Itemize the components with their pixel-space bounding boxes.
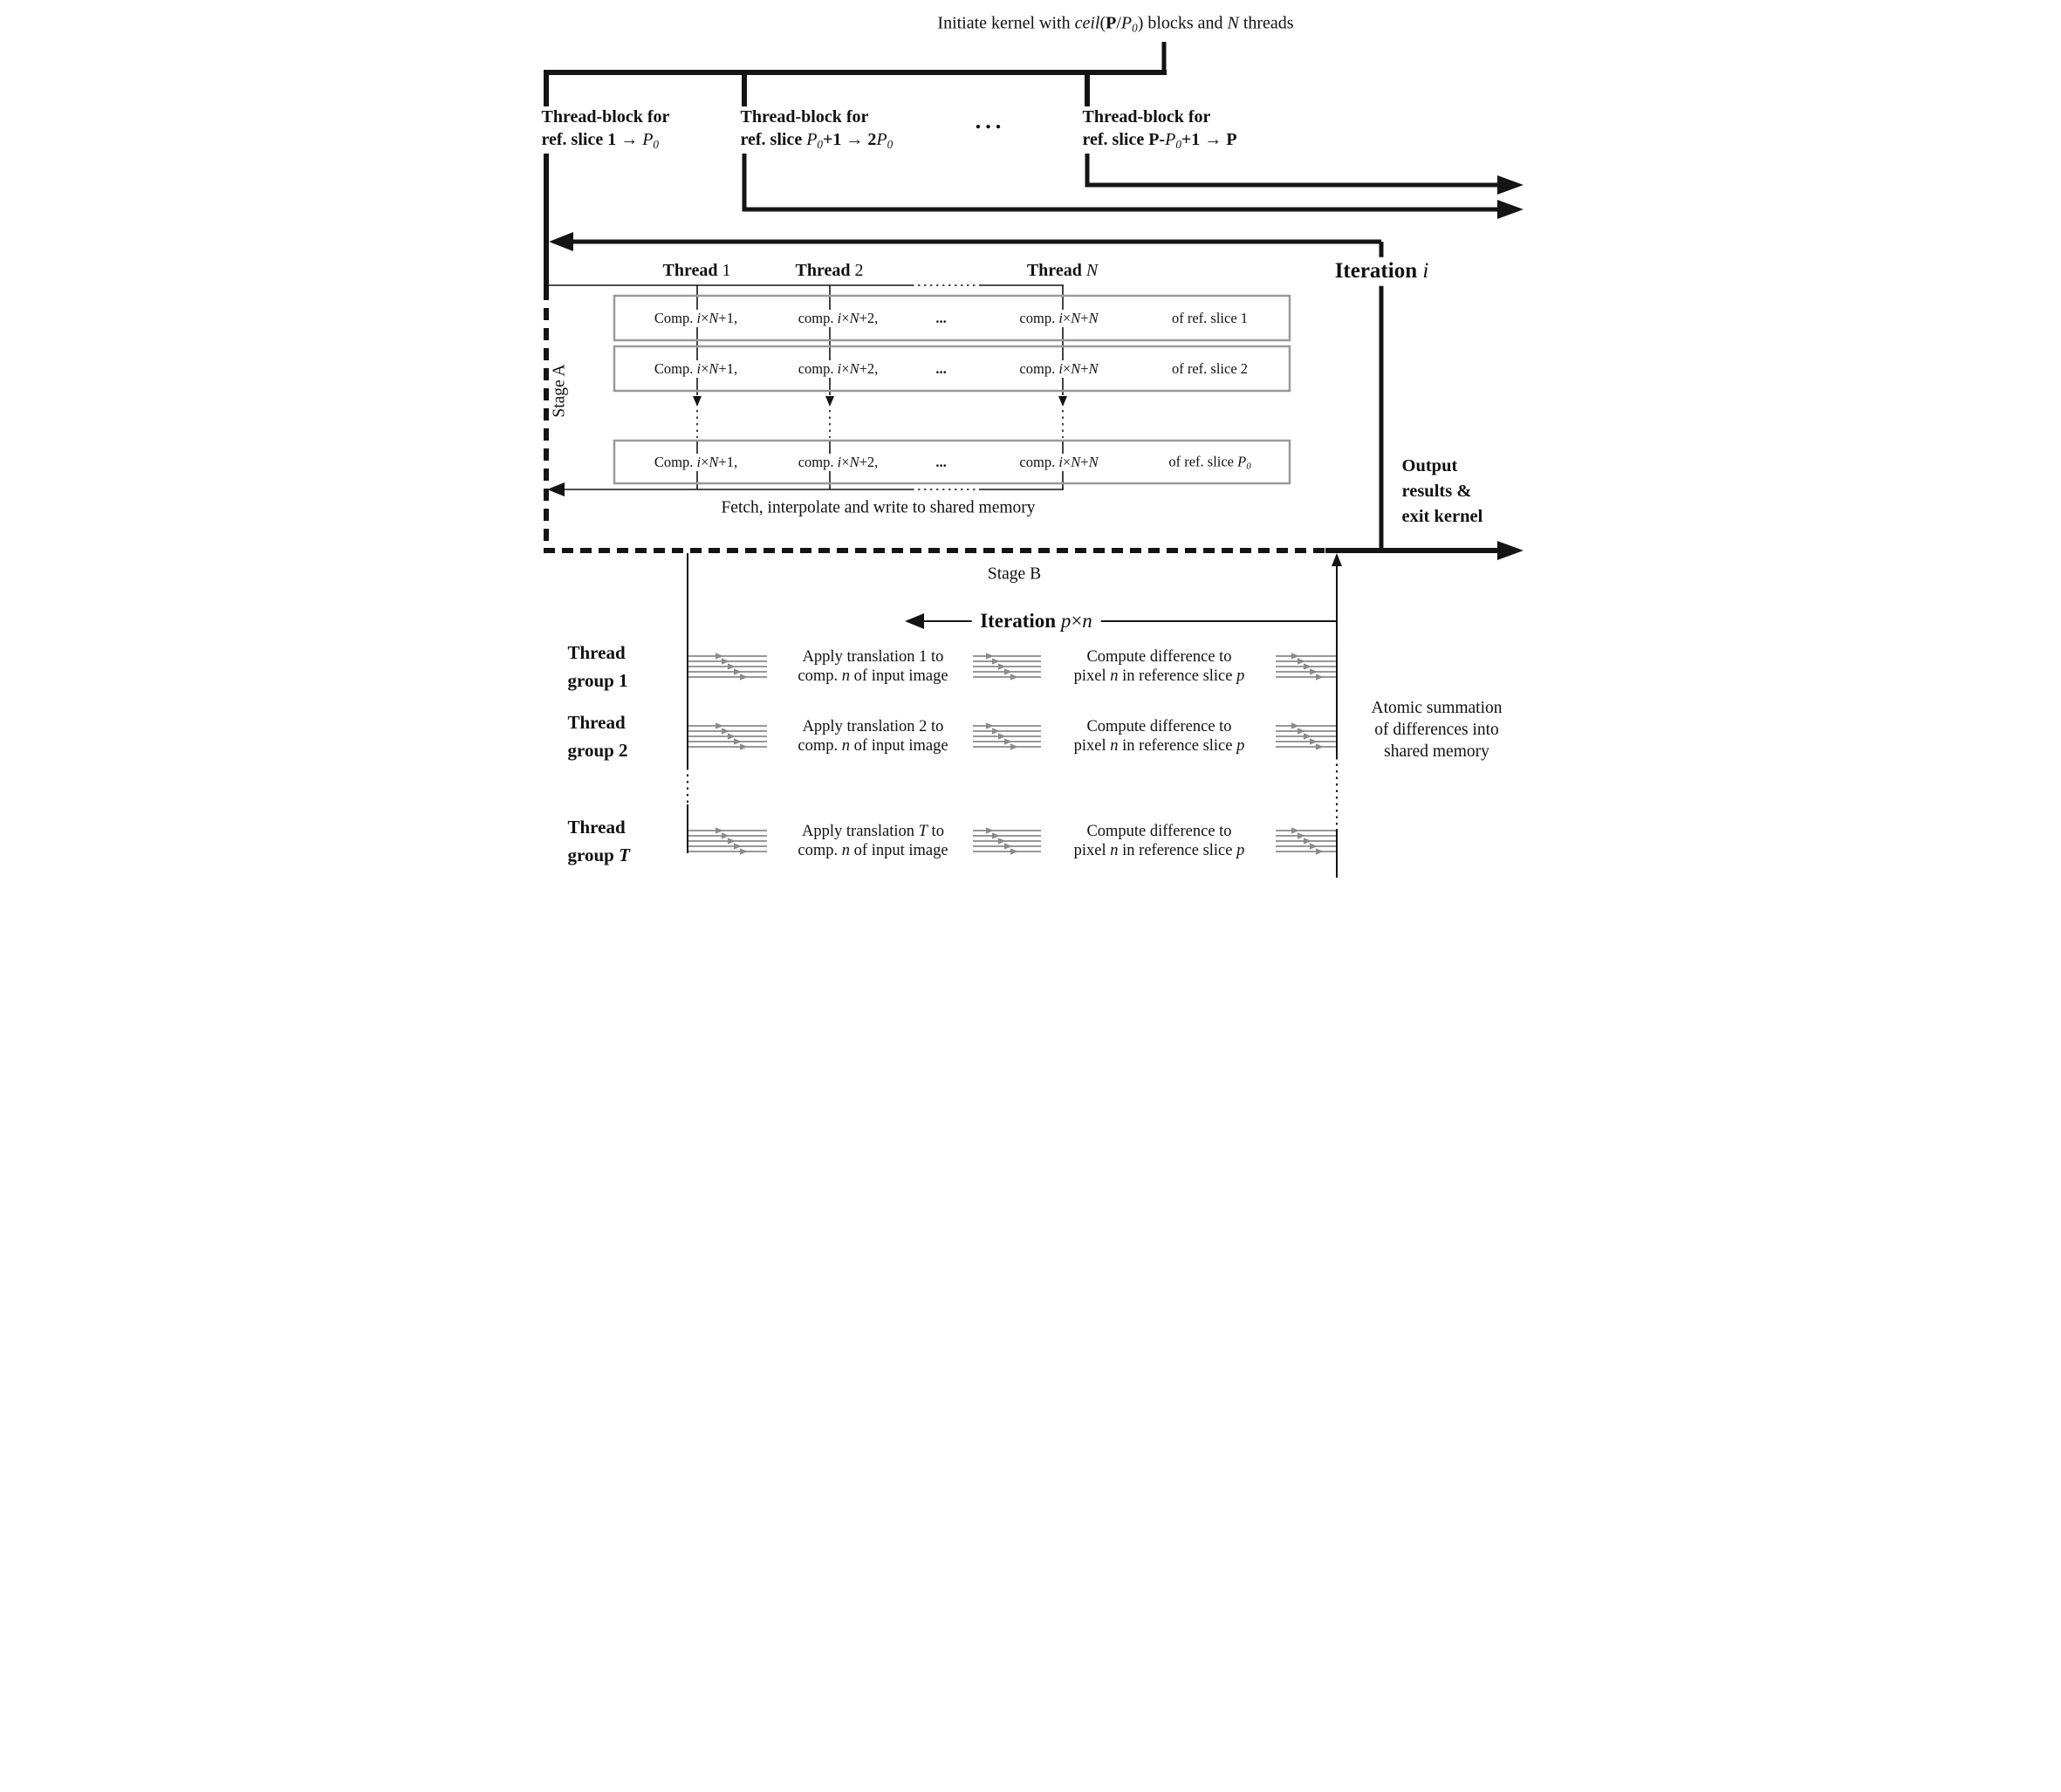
output-label-line1: Output (1401, 456, 1458, 475)
stage-b-label: Stage B (987, 564, 1042, 584)
thread-lane-arrow-icon (1004, 668, 1012, 674)
atomic-line2: of differences into (1374, 721, 1499, 739)
thread2-arrow-down-icon (825, 396, 834, 407)
group1-compute-line2: pixel n in reference slice p (1073, 667, 1245, 685)
thread-1-header: Thread 1 (662, 261, 731, 280)
thread-lane-arrow-icon (992, 728, 1000, 734)
output-label-line2: results & (1401, 482, 1472, 501)
atomic-summation-label (1371, 697, 1502, 763)
thread-lane-arrow-icon (1010, 743, 1018, 749)
slice1-cell-dots: ... (932, 310, 949, 327)
sliceP0-cell-comp1: Comp. i×N+1, (651, 454, 741, 471)
thread-lane-arrow-icon (722, 832, 729, 838)
thread-lane-arrow-icon (1316, 674, 1324, 680)
thread-lane-arrow-icon (728, 838, 736, 844)
thread-lane-arrow-icon (1298, 832, 1305, 838)
sliceP0-cell-comp2: comp. i×N+2, (795, 454, 882, 471)
stage-b-frame (544, 551, 1503, 878)
slice2-cell-comp1: Comp. i×N+1, (651, 360, 741, 378)
thread-lane-arrow-icon (1298, 728, 1305, 734)
group2-compute-line1: Compute difference to (1086, 718, 1232, 735)
output-arrow-right-icon (1497, 541, 1523, 560)
thread-block-1-line2: ref. slice 1 → P0 (541, 130, 660, 151)
thread-lane-arrow-icon (1310, 843, 1318, 849)
thread-block-3-line1: Thread-block for (1082, 107, 1211, 127)
thread-group-t-line1: Thread (567, 817, 626, 838)
thread-lane-arrow-icon (1304, 663, 1311, 669)
thread-lane-arrow-icon (716, 722, 723, 728)
group1-apply-text (794, 647, 951, 686)
thread-block-arms (744, 154, 1500, 209)
collector-arrow-up-icon (1332, 553, 1342, 566)
thread-lane-arrow-icon (1298, 658, 1305, 664)
block2-arrow-right-icon (1497, 200, 1523, 219)
kernel-flow-diagram (516, 0, 1546, 896)
slice2-cell-ref: of ref. slice 2 (1168, 360, 1251, 378)
thread-lane-arrow-icon (734, 843, 742, 849)
iteration-pn-arrow-left-icon (905, 613, 924, 629)
thread-lane-arrow-icon (1316, 848, 1324, 854)
groupT-apply-text (794, 822, 951, 860)
thread-lane-arrow-icon (728, 663, 736, 669)
groupT-compute-line1: Compute difference to (1086, 823, 1232, 840)
thread-group-2-line2: group 2 (567, 740, 628, 761)
thread-lane-arrow-icon (1316, 743, 1324, 749)
thread-lane-arrow-icon (986, 653, 994, 659)
thread-group-t-line2: group T (567, 845, 630, 865)
thread-block-2-line1: Thread-block for (740, 107, 869, 127)
thread-lane-arrow-icon (992, 832, 1000, 838)
iteration-i-arrow-left-icon (549, 232, 573, 251)
group1-apply-line2: comp. n of input image (798, 667, 948, 685)
thread-group-2-label (568, 708, 628, 764)
thread-lane-arrow-icon (1291, 653, 1299, 659)
thread-lane-arrow-icon (1010, 848, 1018, 854)
thread-lane-arrow-icon (740, 848, 748, 854)
group1-apply-line1: Apply translation 1 to (802, 648, 944, 666)
thread-lane-arrow-icon (986, 722, 994, 728)
thread-lane-arrow-icon (740, 743, 748, 749)
slice1-cell-compN: comp. i×N+N (1016, 310, 1101, 327)
thread-lane-arrow-icon (1004, 843, 1012, 849)
thread-lane-arrow-icon (1291, 827, 1299, 833)
fetch-label: Fetch, interpolate and write to shared memory (721, 498, 1036, 517)
thread-lane-arrow-icon (1310, 668, 1318, 674)
thread-lane-arrow-icon (728, 733, 736, 739)
groupT-apply-line2: comp. n of input image (798, 842, 948, 859)
slice1-cell-comp2: comp. i×N+2, (795, 310, 882, 327)
sliceP0-cell-dots: ... (932, 454, 949, 471)
group2-apply-line1: Apply translation 2 to (802, 718, 944, 735)
group1-compute-line1: Compute difference to (1086, 648, 1232, 666)
diagram-title: Initiate kernel with ceil(P/P0) blocks and N threads (937, 13, 1294, 35)
thread-group-1-line2: group 1 (567, 670, 628, 691)
thread-lane-arrow-icon (1004, 738, 1012, 744)
fetch-arrow-left-icon (547, 482, 565, 496)
output-label (1402, 454, 1483, 530)
thread-block-1-label (542, 106, 670, 156)
iteration-pn-label: Iteration p×n (971, 608, 1101, 634)
thread-group-1-line1: Thread (567, 642, 626, 663)
thread-lane-arrow-icon (734, 668, 742, 674)
thread-block-3-label (1083, 106, 1237, 156)
thread-lane-arrow-icon (716, 827, 723, 833)
thread-lane-arrow-icon (1310, 738, 1318, 744)
thread-lane-arrow-icon (986, 827, 994, 833)
thread-lane-arrow-icon (716, 653, 723, 659)
group2-compute-line2: pixel n in reference slice p (1073, 737, 1245, 755)
thread-lane-arrow-icon (722, 728, 729, 734)
iteration-i-label: Iteration i (1331, 257, 1434, 286)
thread1-arrow-down-icon (693, 396, 702, 407)
slice2-cell-compN: comp. i×N+N (1016, 360, 1101, 378)
thread-n-header: Thread N (1026, 261, 1099, 280)
slice1-cell-comp1: Comp. i×N+1, (651, 310, 741, 327)
thread-lane-arrow-icon (1304, 838, 1311, 844)
thread-lane-arrow-icon (998, 733, 1006, 739)
stage-a-label: Stage A (549, 364, 568, 418)
groupT-compute-line2: pixel n in reference slice p (1073, 842, 1245, 859)
thread-lane-arrow-icon (1304, 733, 1311, 739)
block3-arrow-right-icon (1497, 175, 1523, 195)
group1-compute-text (1071, 647, 1249, 686)
thread-lane-arrow-icon (1010, 674, 1018, 680)
thread-group-t-label (568, 813, 630, 869)
group2-apply-text (794, 717, 951, 756)
thread-lane-arrow-icon (992, 658, 1000, 664)
groupT-compute-text (1071, 822, 1249, 860)
thread-lane-arrow-icon (740, 674, 748, 680)
slice1-cell-ref: of ref. slice 1 (1168, 310, 1251, 327)
slice2-cell-dots: ... (932, 360, 949, 378)
atomic-line3: shared memory (1384, 742, 1489, 761)
groupT-apply-line1: Apply translation T to (802, 823, 944, 840)
group2-compute-text (1071, 717, 1249, 756)
output-label-line3: exit kernel (1401, 507, 1483, 526)
thread-lane-arrow-icon (734, 738, 742, 744)
slice2-cell-comp2: comp. i×N+2, (795, 360, 882, 378)
thread-group-1-label (568, 639, 628, 694)
thread-2-header: Thread 2 (795, 261, 864, 280)
thread-lane-arrow-icon (998, 838, 1006, 844)
group2-apply-line2: comp. n of input image (798, 737, 948, 755)
thread-block-1-line1: Thread-block for (541, 107, 670, 127)
thread-lane-arrow-icon (1291, 722, 1299, 728)
thread-lane-arrow-icon (998, 663, 1006, 669)
thread-lane-arrow-icon (722, 658, 729, 664)
thread-block-2-label (741, 106, 894, 156)
sliceP0-cell-compN: comp. i×N+N (1016, 454, 1101, 471)
kernel-init-bracket (544, 42, 1167, 106)
thread-group-2-line1: Thread (567, 712, 626, 733)
blocks-ellipsis: ••• (976, 120, 1006, 135)
thread-block-3-line2: ref. slice P-P0+1 → P (1082, 130, 1237, 151)
block2-arm-line (744, 154, 1500, 209)
thread-block-2-line2: ref. slice P0+1 → 2P0 (740, 130, 894, 151)
block3-arm-line (1087, 154, 1500, 185)
sliceP0-cell-ref: of ref. slice P0 (1165, 453, 1254, 471)
threadN-arrow-down-icon (1058, 396, 1067, 407)
atomic-line1: Atomic summation (1371, 699, 1503, 717)
